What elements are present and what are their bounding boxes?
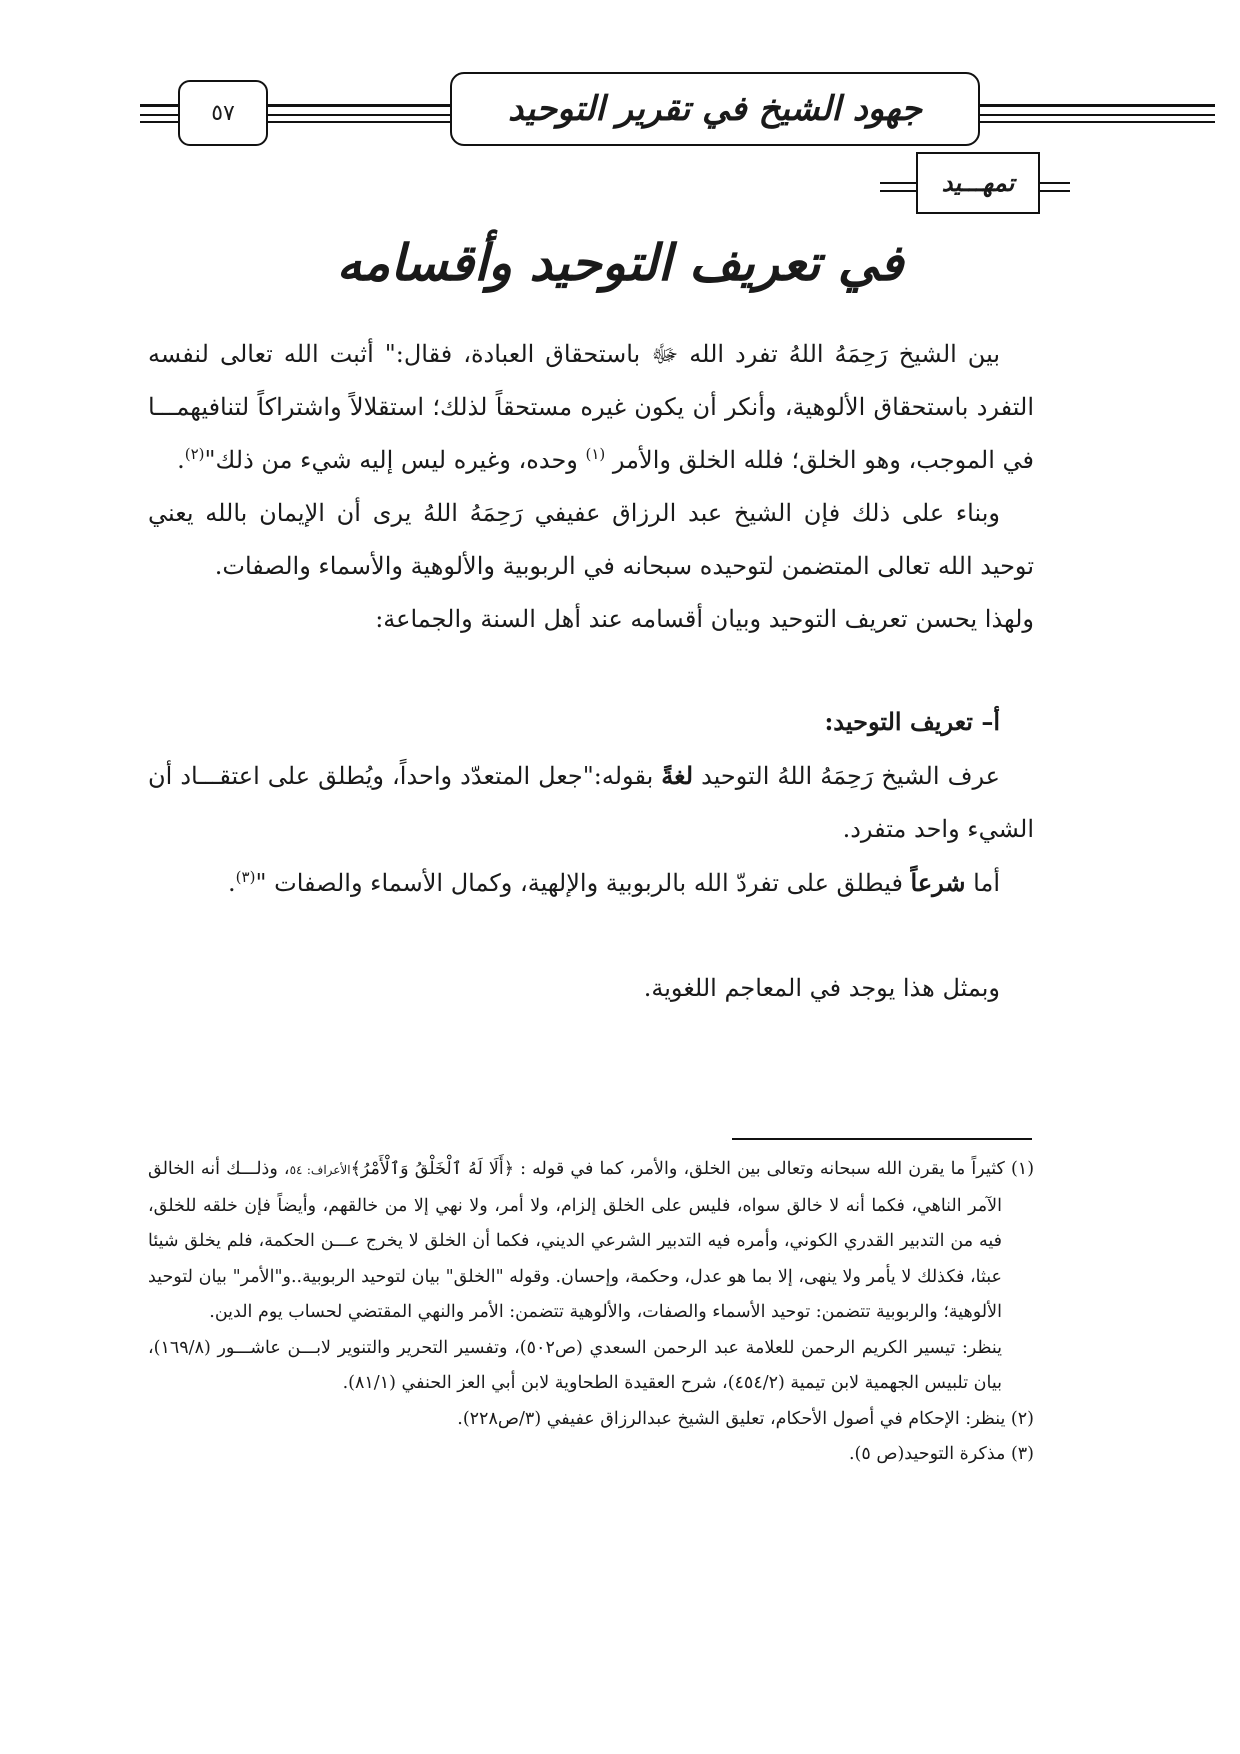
sharia-text-a: أما bbox=[965, 869, 1000, 897]
paragraph-2: وبناء على ذلك فإن الشيخ عبد الرزاق عفيفي رَحِمَهُ اللهُ يرى أن الإيمان بالله يعني توحيد الله تعالى المتضمن لتوحيده سبحانه في الربوبية والألوهية والأسماء والصفات. bbox=[148, 499, 1034, 580]
paragraph-1-tail: وحده، وغيره ليس إليه شيء من ذلك" bbox=[204, 446, 586, 474]
paragraph-3: ولهذا يحسن تعريف التوحيد وبيان أقسامه عند أهل السنة والجماعة: bbox=[375, 605, 1034, 633]
paragraph-1-end: . bbox=[177, 446, 185, 474]
definition-text-a: عرف الشيخ رَحِمَهُ اللهُ التوحيد bbox=[693, 762, 1001, 790]
sharia-bold: شرعاً bbox=[910, 868, 966, 897]
definition-bold: لغةً bbox=[661, 761, 694, 790]
footnote-1-references: ينظر: تيسير الكريم الرحمن للعلامة عبد الرحمن السعدي (ص٥٠٢)، وتفسير التحرير والتنوير لابـــن عاشـــور (١٦٩/٨)، بيان تلبيس الجهمية لابن تيمية (٤٥٤/٢)، شرح العقيدة الطحاوية لابن أبي العز الحنفي (٨١/١). bbox=[148, 1337, 1003, 1393]
sharia-text-b: فيطلق على تفردّ الله بالربوبية والإلهية، وكمال الأسماء والصفات " bbox=[255, 869, 911, 897]
footnote-1 bbox=[148, 1152, 1034, 1331]
footnote-3: (٣) مذكرة التوحيد(ص ٥). bbox=[848, 1444, 1034, 1464]
footnote-1-source: الأعراف: ٥٤ bbox=[289, 1163, 351, 1177]
subheading bbox=[148, 695, 1034, 749]
running-title: جهود الشيخ في تقرير التوحيد bbox=[450, 72, 980, 146]
spacer bbox=[148, 646, 1034, 695]
sharia-paragraph bbox=[148, 856, 1034, 910]
definition-text-b: بقوله:"جعل المتعدّد واحداً، ويُطلق على اعتقـــاد أن الشيء واحد متفرد. bbox=[148, 762, 1034, 843]
footnote-2: (٢) ينظر: الإحكام في أصول الأحكام، تعليق الشيخ عبدالرزاق عفيفي (٣/ص٢٢٨). bbox=[457, 1408, 1034, 1429]
sharia-end: . bbox=[228, 869, 236, 897]
footnotes bbox=[148, 1152, 1034, 1473]
footnote-ref-2[interactable]: (٢) bbox=[184, 445, 205, 463]
body-text bbox=[148, 328, 1034, 1015]
paragraph-1-text: بين الشيخ رَحِمَهُ اللهُ تفرد الله ﷻ باستحقاق العبادة، فقال:" أثبت الله تعالى لنفسه التفرد باستحقاق الألوهية، وأنكر أن يكون غيره مستحقاً لذلك؛ استقلالاً واشتراكاً لتنافيهمـــا في الموجب، وهو الخلق؛ فلله الخلق والأمر bbox=[148, 340, 1034, 474]
paragraph-1 bbox=[148, 328, 1034, 487]
spacer bbox=[148, 910, 1034, 962]
definition-paragraph bbox=[148, 749, 1034, 856]
footnote-1-text-b: ، وذلـــك أنه الخالق الآمر الناهي، فكما أنه لا خالق سواه، فليس على الخلق إلزام، ولا أمر، ولا نهي إلا من خالقهم، وأيضاً فإن خلقه للخلق، فيه من التدبير القدري الكوني، وأمره فيه التدبير الشرعي الديني، فكما أن الخلق لا يخرج عـــن الحكمة، فلم يخلق شيئا عبثا، فكذلك لا يأمر ولا ينهى، إلا بما هو عدل، وحكمة، وإحسان. وقوله "الخلق" بيان لتوحيد الربوبية..و"الأمر" بيان لتوحيد الألوهية؛ والربوبية تتضمن: توحيد الأسماء والصفات، والألوهية تتضمن: الأمر والنهي المقتضي لحساب يوم الدين. bbox=[148, 1159, 1002, 1322]
subheading-text: أ– تعريف التوحيد: bbox=[824, 707, 1000, 736]
closing-paragraph: وبمثل هذا يوجد في المعاجم اللغوية. bbox=[643, 974, 1000, 1002]
page-number: ٥٧ bbox=[178, 80, 268, 146]
footnote-ref-1[interactable]: (١) bbox=[585, 445, 606, 463]
section-label: تمهـــيد bbox=[916, 152, 1040, 214]
footnote-separator bbox=[732, 1138, 1032, 1140]
footnote-ref-3[interactable]: (٣) bbox=[235, 868, 256, 886]
page-title: في تعريف التوحيد وأقسامه bbox=[336, 233, 904, 292]
footnote-1-text-a: (١) كثيراً ما يقرن الله سبحانه وتعالى بين الخلق، والأمر، كما في قوله : ﴿أَلَا لَهُ ٱلْخَلْقُ وَٱلْأَمْرُ﴾ bbox=[350, 1159, 1035, 1179]
